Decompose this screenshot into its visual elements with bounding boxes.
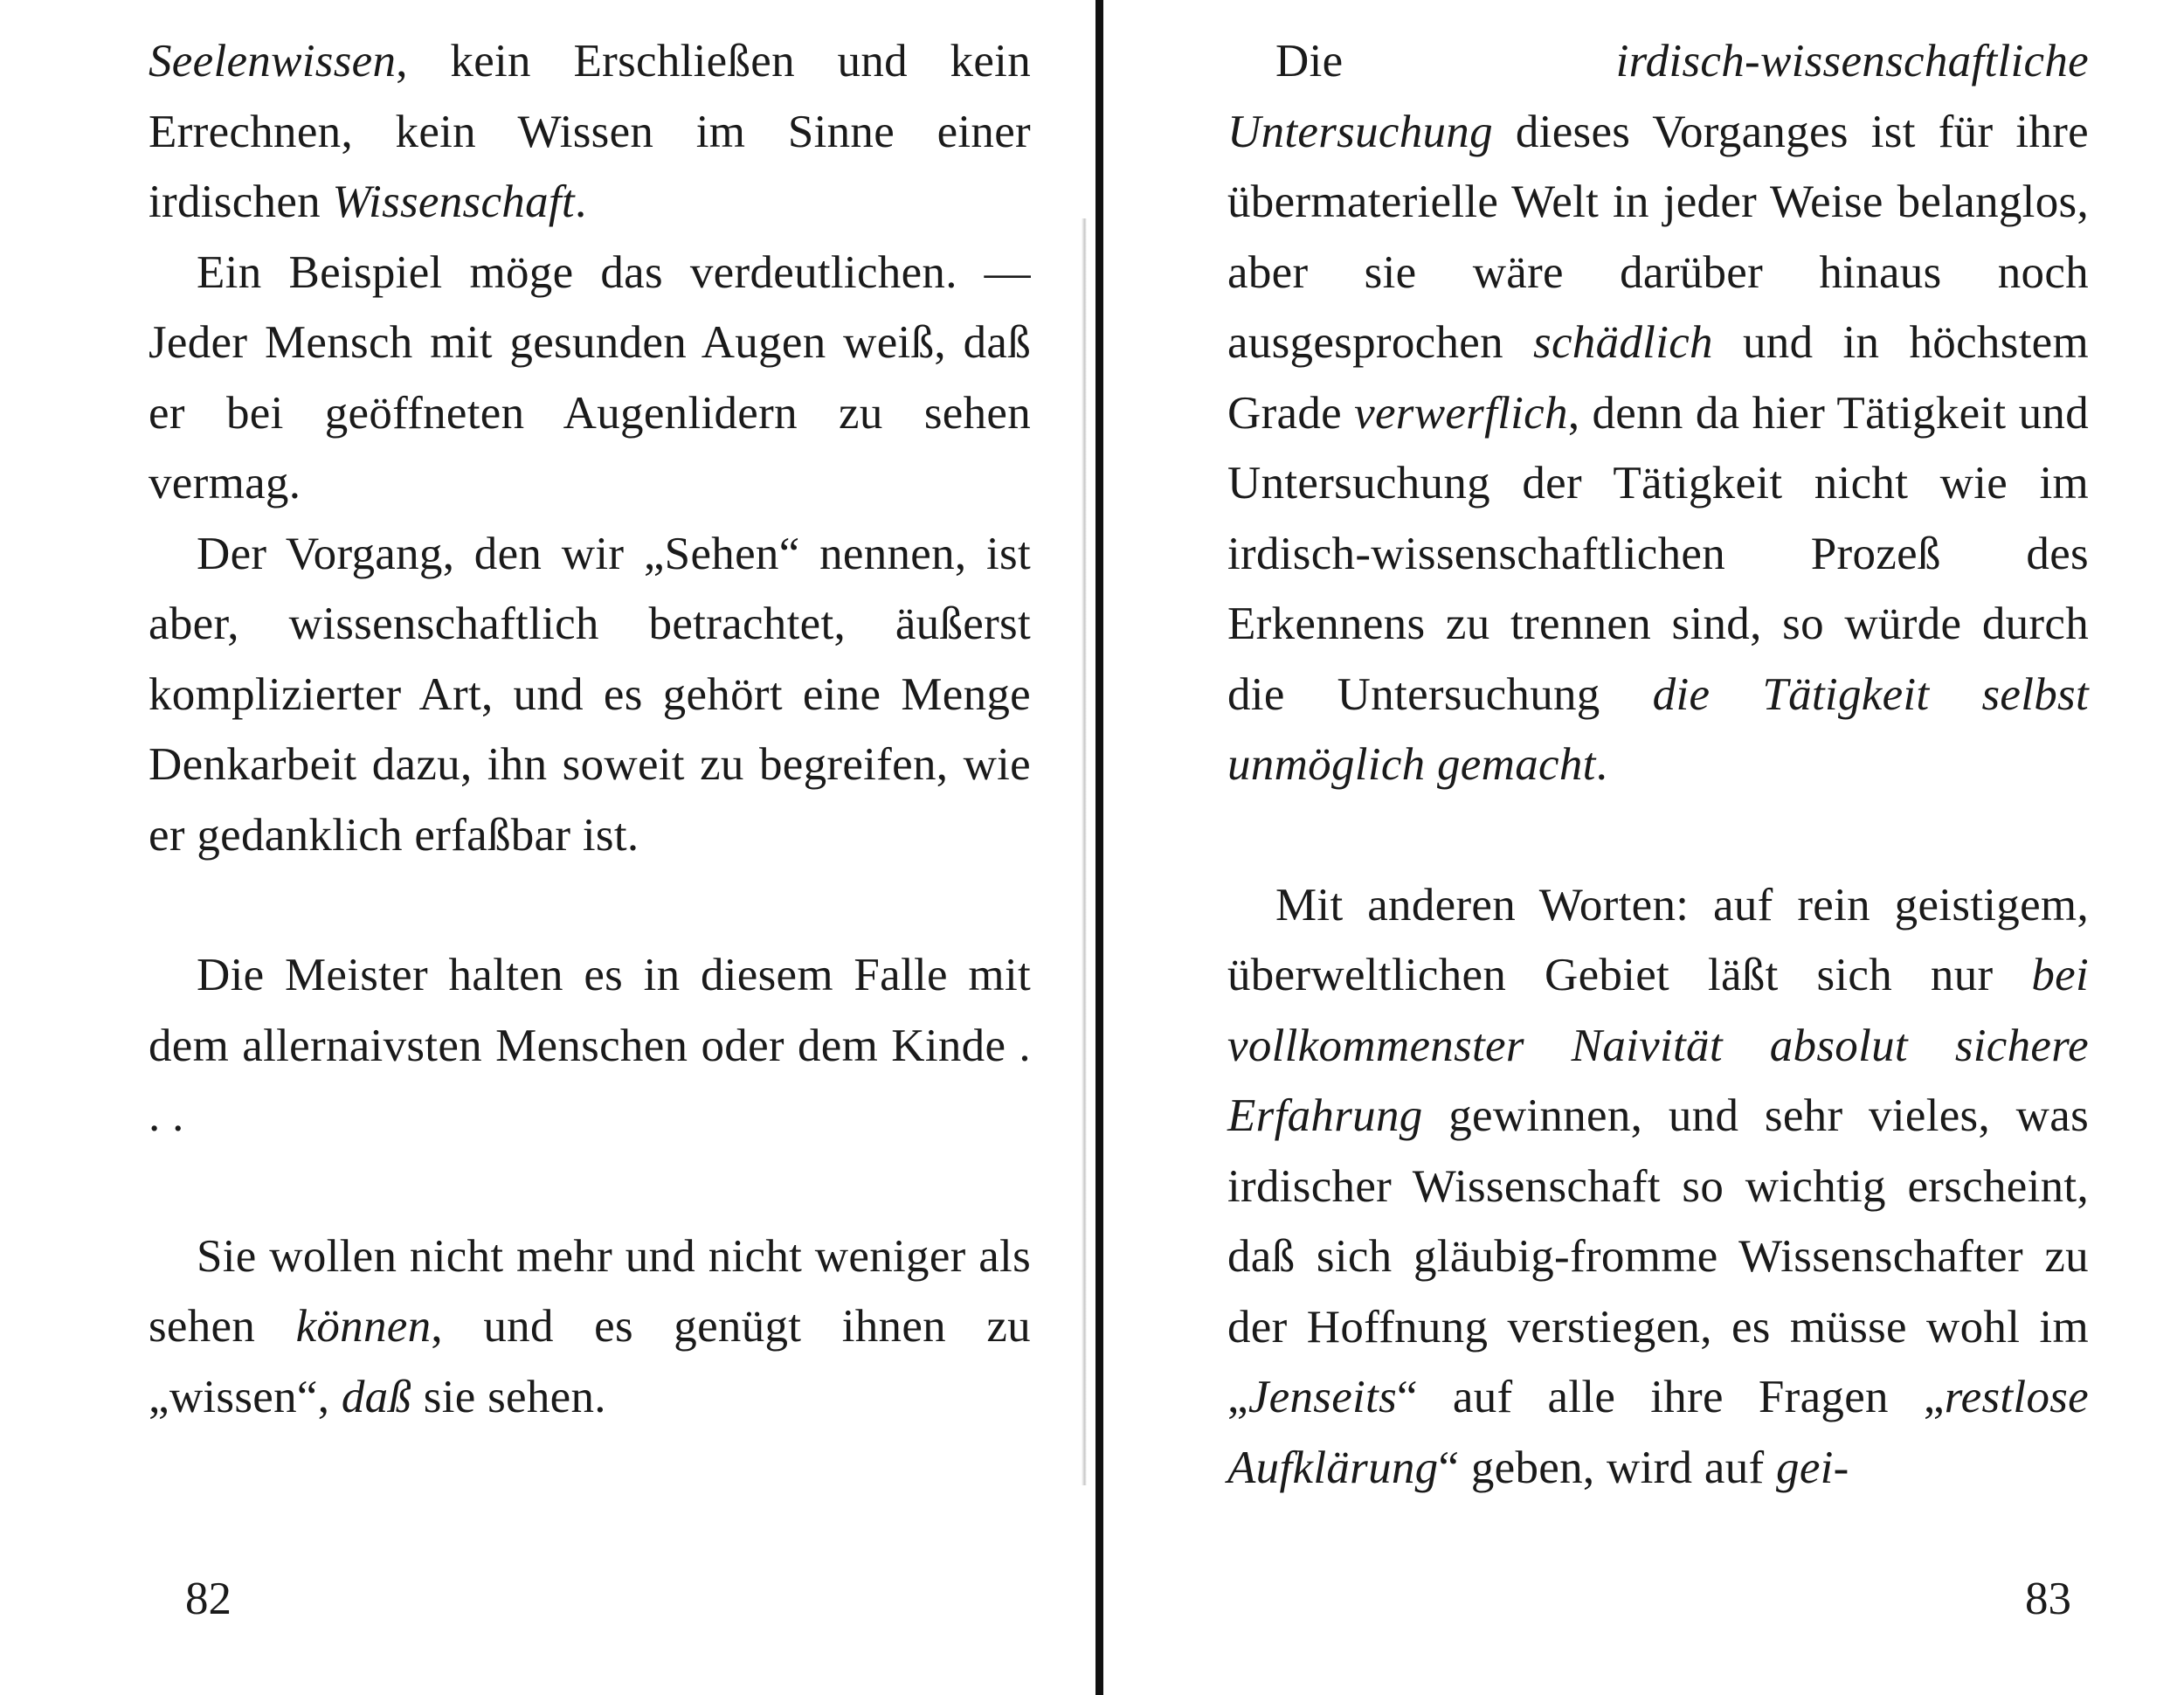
- paragraph-7: Mit anderen Worten: auf rein geistigem, überweltlichen Gebiet läßt sich nur bei vollkommenster Naivität absolut sichere Erfahrung gewinnen, und sehr vieles, was irdischer Wissenschaft so wichtig erscheint, daß sich gläubig-fromme Wissenschafter zu der Hoffnung verstiegen, es müsse wohl im „Jenseits“ auf alle ihre Fragen „restlose Aufklärung“ geben, wird auf gei-: [1227, 879, 2089, 1493]
- left-page: [149, 26, 1031, 1669]
- paragraph-3: Der Vorgang, den wir „Sehen“ nennen, ist aber, wissenschaftlich betrachtet, äußerst komplizierter Art, und es gehört eine Menge Denkarbeit dazu, ihn soweit zu begreifen, wie er gedanklich erfaßbar ist.: [149, 528, 1031, 861]
- paragraph-6: Die irdisch-wissenschaftliche Untersuchung dieses Vorganges ist für ihre übermaterielle Welt in jeder Weise belanglos, aber sie wäre darüber hinaus noch ausgesprochen schädlich und in höchstem Grade verwerflich, denn da hier Tätigkeit und Untersuchung der Tätigkeit nicht wie im irdisch-wissenschaftlichen Prozeß des Erkennens zu trennen sind, so würde durch die Untersuchung die Tätigkeit selbst unmöglich gemacht.: [1227, 36, 2089, 790]
- paragraph-5: Sie wollen nicht mehr und nicht weniger als sehen können, und es genügt ihnen zu „wissen“, daß sie sehen.: [149, 1230, 1031, 1422]
- right-page: [1227, 26, 2089, 1669]
- book-gutter: [1095, 0, 1103, 1695]
- page-number-left: 82: [185, 1574, 232, 1624]
- paragraph-4: Die Meister halten es in diesem Falle mit dem allernaivsten Menschen oder dem Kinde . . .: [149, 950, 1031, 1141]
- paragraph-1: Seelenwissen, kein Erschließen und kein Errechnen, kein Wissen im Sinne einer irdischen Wissenschaft.: [149, 36, 1031, 227]
- paragraph-2: Ein Beispiel möge das verdeutlichen. — Jeder Mensch mit gesunden Augen weiß, daß er bei geöffneten Augenlidern zu sehen vermag.: [149, 246, 1031, 508]
- page-number-right: 83: [2025, 1574, 2071, 1624]
- gutter-shadow: [1082, 218, 1087, 1485]
